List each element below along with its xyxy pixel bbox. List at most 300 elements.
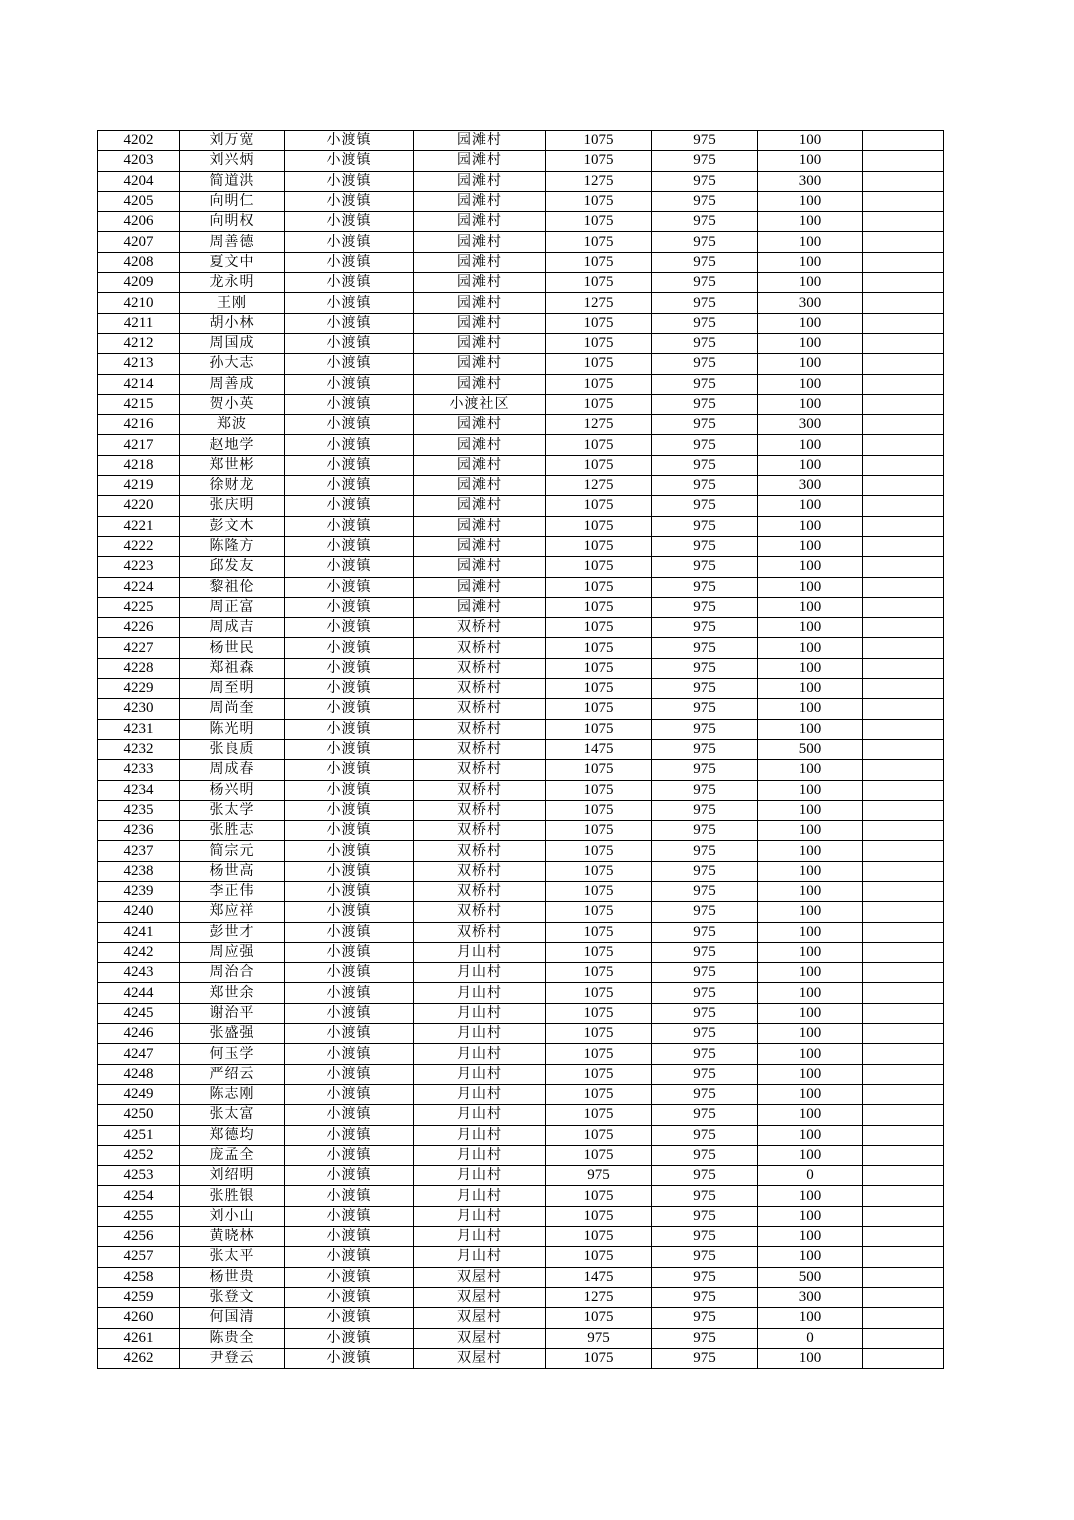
id-cell: 4206 [98,212,180,232]
name-cell: 杨世贵 [180,1267,285,1287]
name-cell: 刘小山 [180,1206,285,1226]
blank-cell [863,963,944,983]
value-b-cell: 975 [652,963,758,983]
name-cell: 郑世彬 [180,455,285,475]
blank-cell [863,1125,944,1145]
village-cell: 双桥村 [414,699,546,719]
town-cell: 小渡镇 [285,516,414,536]
name-cell: 杨兴明 [180,780,285,800]
blank-cell [863,618,944,638]
town-cell: 小渡镇 [285,293,414,313]
blank-cell [863,780,944,800]
village-cell: 园滩村 [414,516,546,536]
value-a-cell: 1475 [546,739,652,759]
town-cell: 小渡镇 [285,1247,414,1267]
blank-cell [863,861,944,881]
id-cell: 4230 [98,699,180,719]
value-b-cell: 975 [652,374,758,394]
blank-cell [863,151,944,171]
village-cell: 园滩村 [414,415,546,435]
diff-cell: 100 [758,1186,863,1206]
blank-cell [863,557,944,577]
table-row [98,821,944,841]
diff-cell: 100 [758,658,863,678]
diff-cell: 100 [758,618,863,638]
town-cell: 小渡镇 [285,333,414,353]
table-row [98,1044,944,1064]
table-row [98,313,944,333]
value-b-cell: 975 [652,1227,758,1247]
village-cell: 园滩村 [414,536,546,556]
village-cell: 月山村 [414,1247,546,1267]
name-cell: 贺小英 [180,394,285,414]
village-cell: 双桥村 [414,881,546,901]
table-row [98,557,944,577]
town-cell: 小渡镇 [285,536,414,556]
table-row [98,1328,944,1348]
name-cell: 何玉学 [180,1044,285,1064]
value-b-cell: 975 [652,1328,758,1348]
name-cell: 徐财龙 [180,476,285,496]
table-row [98,800,944,820]
name-cell: 陈隆方 [180,536,285,556]
town-cell: 小渡镇 [285,1227,414,1247]
value-b-cell: 975 [652,1125,758,1145]
table-row [98,739,944,759]
table-row [98,1064,944,1084]
blank-cell [863,983,944,1003]
name-cell: 何国清 [180,1308,285,1328]
table-row [98,151,944,171]
table-row [98,1348,944,1368]
town-cell: 小渡镇 [285,739,414,759]
value-a-cell: 1075 [546,638,652,658]
village-cell: 双桥村 [414,922,546,942]
table-row [98,1247,944,1267]
blank-cell [863,476,944,496]
village-cell: 小渡社区 [414,394,546,414]
town-cell: 小渡镇 [285,618,414,638]
name-cell: 赵地学 [180,435,285,455]
value-b-cell: 975 [652,1348,758,1368]
value-a-cell: 1075 [546,881,652,901]
id-cell: 4257 [98,1247,180,1267]
value-a-cell: 1275 [546,171,652,191]
table-row [98,942,944,962]
table-row [98,922,944,942]
name-cell: 严绍云 [180,1064,285,1084]
diff-cell: 100 [758,942,863,962]
value-b-cell: 975 [652,394,758,414]
town-cell: 小渡镇 [285,557,414,577]
name-cell: 周尚奎 [180,699,285,719]
data-table [97,130,944,1369]
id-cell: 4213 [98,354,180,374]
name-cell: 刘绍明 [180,1166,285,1186]
table-row [98,232,944,252]
table-row [98,1145,944,1165]
blank-cell [863,760,944,780]
name-cell: 尹登云 [180,1348,285,1368]
blank-cell [863,536,944,556]
name-cell: 黄晓林 [180,1227,285,1247]
village-cell: 园滩村 [414,293,546,313]
table-row [98,638,944,658]
name-cell: 周正富 [180,597,285,617]
name-cell: 周国成 [180,333,285,353]
blank-cell [863,496,944,516]
diff-cell: 100 [758,699,863,719]
table-row [98,374,944,394]
town-cell: 小渡镇 [285,942,414,962]
diff-cell: 100 [758,963,863,983]
blank-cell [863,1186,944,1206]
name-cell: 周成吉 [180,618,285,638]
village-cell: 双桥村 [414,780,546,800]
name-cell: 张太学 [180,800,285,820]
diff-cell: 100 [758,1105,863,1125]
id-cell: 4207 [98,232,180,252]
table-row [98,536,944,556]
value-b-cell: 975 [652,597,758,617]
value-a-cell: 1075 [546,983,652,1003]
value-b-cell: 975 [652,496,758,516]
value-a-cell: 1075 [546,131,652,151]
name-cell: 张太平 [180,1247,285,1267]
table-row [98,354,944,374]
id-cell: 4254 [98,1186,180,1206]
name-cell: 周至明 [180,679,285,699]
id-cell: 4234 [98,780,180,800]
value-b-cell: 975 [652,1105,758,1125]
name-cell: 刘兴炳 [180,151,285,171]
village-cell: 双桥村 [414,760,546,780]
village-cell: 双桥村 [414,658,546,678]
id-cell: 4248 [98,1064,180,1084]
value-a-cell: 1075 [546,1064,652,1084]
village-cell: 园滩村 [414,273,546,293]
value-a-cell: 1075 [546,942,652,962]
table-row [98,841,944,861]
town-cell: 小渡镇 [285,455,414,475]
village-cell: 双屋村 [414,1287,546,1307]
id-cell: 4214 [98,374,180,394]
village-cell: 园滩村 [414,435,546,455]
table-row [98,455,944,475]
name-cell: 陈光明 [180,719,285,739]
diff-cell: 100 [758,394,863,414]
value-a-cell: 1075 [546,1145,652,1165]
id-cell: 4204 [98,171,180,191]
diff-cell: 100 [758,1064,863,1084]
value-a-cell: 1075 [546,760,652,780]
id-cell: 4203 [98,151,180,171]
table-row [98,760,944,780]
blank-cell [863,1227,944,1247]
village-cell: 双桥村 [414,739,546,759]
diff-cell: 100 [758,496,863,516]
value-b-cell: 975 [652,902,758,922]
value-b-cell: 975 [652,333,758,353]
name-cell: 彭世才 [180,922,285,942]
id-cell: 4242 [98,942,180,962]
value-b-cell: 975 [652,1024,758,1044]
name-cell: 刘万宽 [180,131,285,151]
village-cell: 园滩村 [414,333,546,353]
town-cell: 小渡镇 [285,354,414,374]
blank-cell [863,1206,944,1226]
village-cell: 月山村 [414,1044,546,1064]
blank-cell [863,1328,944,1348]
blank-cell [863,415,944,435]
diff-cell: 300 [758,476,863,496]
id-cell: 4236 [98,821,180,841]
value-a-cell: 1075 [546,861,652,881]
table-row [98,881,944,901]
village-cell: 双桥村 [414,902,546,922]
value-a-cell: 1075 [546,252,652,272]
blank-cell [863,171,944,191]
table-row [98,171,944,191]
value-a-cell: 1075 [546,394,652,414]
village-cell: 双桥村 [414,638,546,658]
value-b-cell: 975 [652,1145,758,1165]
town-cell: 小渡镇 [285,1328,414,1348]
blank-cell [863,394,944,414]
village-cell: 园滩村 [414,212,546,232]
name-cell: 周成春 [180,760,285,780]
id-cell: 4215 [98,394,180,414]
value-a-cell: 1275 [546,293,652,313]
blank-cell [863,922,944,942]
name-cell: 李正伟 [180,881,285,901]
diff-cell: 100 [758,1348,863,1368]
value-a-cell: 1275 [546,476,652,496]
village-cell: 月山村 [414,942,546,962]
id-cell: 4229 [98,679,180,699]
village-cell: 双桥村 [414,800,546,820]
name-cell: 孙大志 [180,354,285,374]
table-row [98,1308,944,1328]
town-cell: 小渡镇 [285,963,414,983]
town-cell: 小渡镇 [285,719,414,739]
town-cell: 小渡镇 [285,780,414,800]
blank-cell [863,719,944,739]
id-cell: 4243 [98,963,180,983]
town-cell: 小渡镇 [285,496,414,516]
diff-cell: 0 [758,1166,863,1186]
blank-cell [863,1267,944,1287]
diff-cell: 100 [758,719,863,739]
value-b-cell: 975 [652,719,758,739]
blank-cell [863,1308,944,1328]
town-cell: 小渡镇 [285,699,414,719]
value-a-cell: 1075 [546,922,652,942]
name-cell: 黎祖伦 [180,577,285,597]
town-cell: 小渡镇 [285,1003,414,1023]
blank-cell [863,273,944,293]
village-cell: 双桥村 [414,679,546,699]
value-b-cell: 975 [652,679,758,699]
diff-cell: 100 [758,679,863,699]
village-cell: 月山村 [414,1227,546,1247]
name-cell: 简道洪 [180,171,285,191]
id-cell: 4256 [98,1227,180,1247]
value-b-cell: 975 [652,800,758,820]
value-a-cell: 1075 [546,1247,652,1267]
id-cell: 4220 [98,496,180,516]
id-cell: 4237 [98,841,180,861]
town-cell: 小渡镇 [285,313,414,333]
id-cell: 4238 [98,861,180,881]
table-row [98,496,944,516]
table-row [98,435,944,455]
value-a-cell: 1075 [546,273,652,293]
value-b-cell: 975 [652,354,758,374]
village-cell: 园滩村 [414,597,546,617]
id-cell: 4219 [98,476,180,496]
id-cell: 4224 [98,577,180,597]
value-a-cell: 1075 [546,435,652,455]
value-b-cell: 975 [652,455,758,475]
table-row [98,333,944,353]
value-b-cell: 975 [652,739,758,759]
diff-cell: 100 [758,760,863,780]
value-b-cell: 975 [652,476,758,496]
id-cell: 4208 [98,252,180,272]
diff-cell: 100 [758,191,863,211]
id-cell: 4249 [98,1084,180,1104]
value-a-cell: 1075 [546,374,652,394]
value-b-cell: 975 [652,293,758,313]
diff-cell: 300 [758,415,863,435]
name-cell: 周善德 [180,232,285,252]
id-cell: 4235 [98,800,180,820]
blank-cell [863,293,944,313]
id-cell: 4245 [98,1003,180,1023]
id-cell: 4218 [98,455,180,475]
village-cell: 园滩村 [414,232,546,252]
village-cell: 园滩村 [414,577,546,597]
village-cell: 月山村 [414,1186,546,1206]
table-row [98,1267,944,1287]
name-cell: 王刚 [180,293,285,313]
id-cell: 4247 [98,1044,180,1064]
diff-cell: 100 [758,922,863,942]
table-row [98,1287,944,1307]
town-cell: 小渡镇 [285,1044,414,1064]
diff-cell: 100 [758,455,863,475]
value-a-cell: 1075 [546,719,652,739]
id-cell: 4260 [98,1308,180,1328]
diff-cell: 100 [758,232,863,252]
value-b-cell: 975 [652,881,758,901]
diff-cell: 100 [758,273,863,293]
id-cell: 4231 [98,719,180,739]
diff-cell: 100 [758,1003,863,1023]
value-a-cell: 1075 [546,821,652,841]
diff-cell: 100 [758,1145,863,1165]
town-cell: 小渡镇 [285,415,414,435]
name-cell: 向明仁 [180,191,285,211]
value-a-cell: 1475 [546,1267,652,1287]
name-cell: 张庆明 [180,496,285,516]
value-b-cell: 975 [652,191,758,211]
id-cell: 4251 [98,1125,180,1145]
town-cell: 小渡镇 [285,1287,414,1307]
name-cell: 杨世高 [180,861,285,881]
value-b-cell: 975 [652,1003,758,1023]
village-cell: 园滩村 [414,476,546,496]
value-a-cell: 1075 [546,455,652,475]
table-row [98,394,944,414]
blank-cell [863,1003,944,1023]
value-b-cell: 975 [652,699,758,719]
village-cell: 双桥村 [414,618,546,638]
value-a-cell: 1075 [546,232,652,252]
town-cell: 小渡镇 [285,212,414,232]
town-cell: 小渡镇 [285,151,414,171]
village-cell: 月山村 [414,1125,546,1145]
value-a-cell: 1075 [546,1308,652,1328]
table-row [98,1105,944,1125]
village-cell: 月山村 [414,1166,546,1186]
id-cell: 4259 [98,1287,180,1307]
village-cell: 月山村 [414,1064,546,1084]
value-b-cell: 975 [652,1186,758,1206]
value-a-cell: 1075 [546,658,652,678]
name-cell: 张太富 [180,1105,285,1125]
diff-cell: 100 [758,1125,863,1145]
village-cell: 双桥村 [414,719,546,739]
value-a-cell: 975 [546,1166,652,1186]
value-b-cell: 975 [652,435,758,455]
town-cell: 小渡镇 [285,252,414,272]
name-cell: 简宗元 [180,841,285,861]
table-row [98,1206,944,1226]
table-row [98,252,944,272]
id-cell: 4221 [98,516,180,536]
value-a-cell: 1075 [546,679,652,699]
table-row [98,273,944,293]
name-cell: 杨世民 [180,638,285,658]
id-cell: 4246 [98,1024,180,1044]
town-cell: 小渡镇 [285,232,414,252]
village-cell: 月山村 [414,1003,546,1023]
id-cell: 4240 [98,902,180,922]
diff-cell: 100 [758,1084,863,1104]
name-cell: 邱发友 [180,557,285,577]
blank-cell [863,232,944,252]
value-b-cell: 975 [652,1044,758,1064]
diff-cell: 100 [758,151,863,171]
village-cell: 双桥村 [414,861,546,881]
value-b-cell: 975 [652,618,758,638]
village-cell: 月山村 [414,1105,546,1125]
value-b-cell: 975 [652,313,758,333]
village-cell: 月山村 [414,983,546,1003]
blank-cell [863,679,944,699]
value-a-cell: 1075 [546,536,652,556]
id-cell: 4216 [98,415,180,435]
value-b-cell: 975 [652,983,758,1003]
table-row [98,780,944,800]
id-cell: 4241 [98,922,180,942]
table-row [98,516,944,536]
village-cell: 双屋村 [414,1348,546,1368]
table-row [98,212,944,232]
diff-cell: 100 [758,557,863,577]
